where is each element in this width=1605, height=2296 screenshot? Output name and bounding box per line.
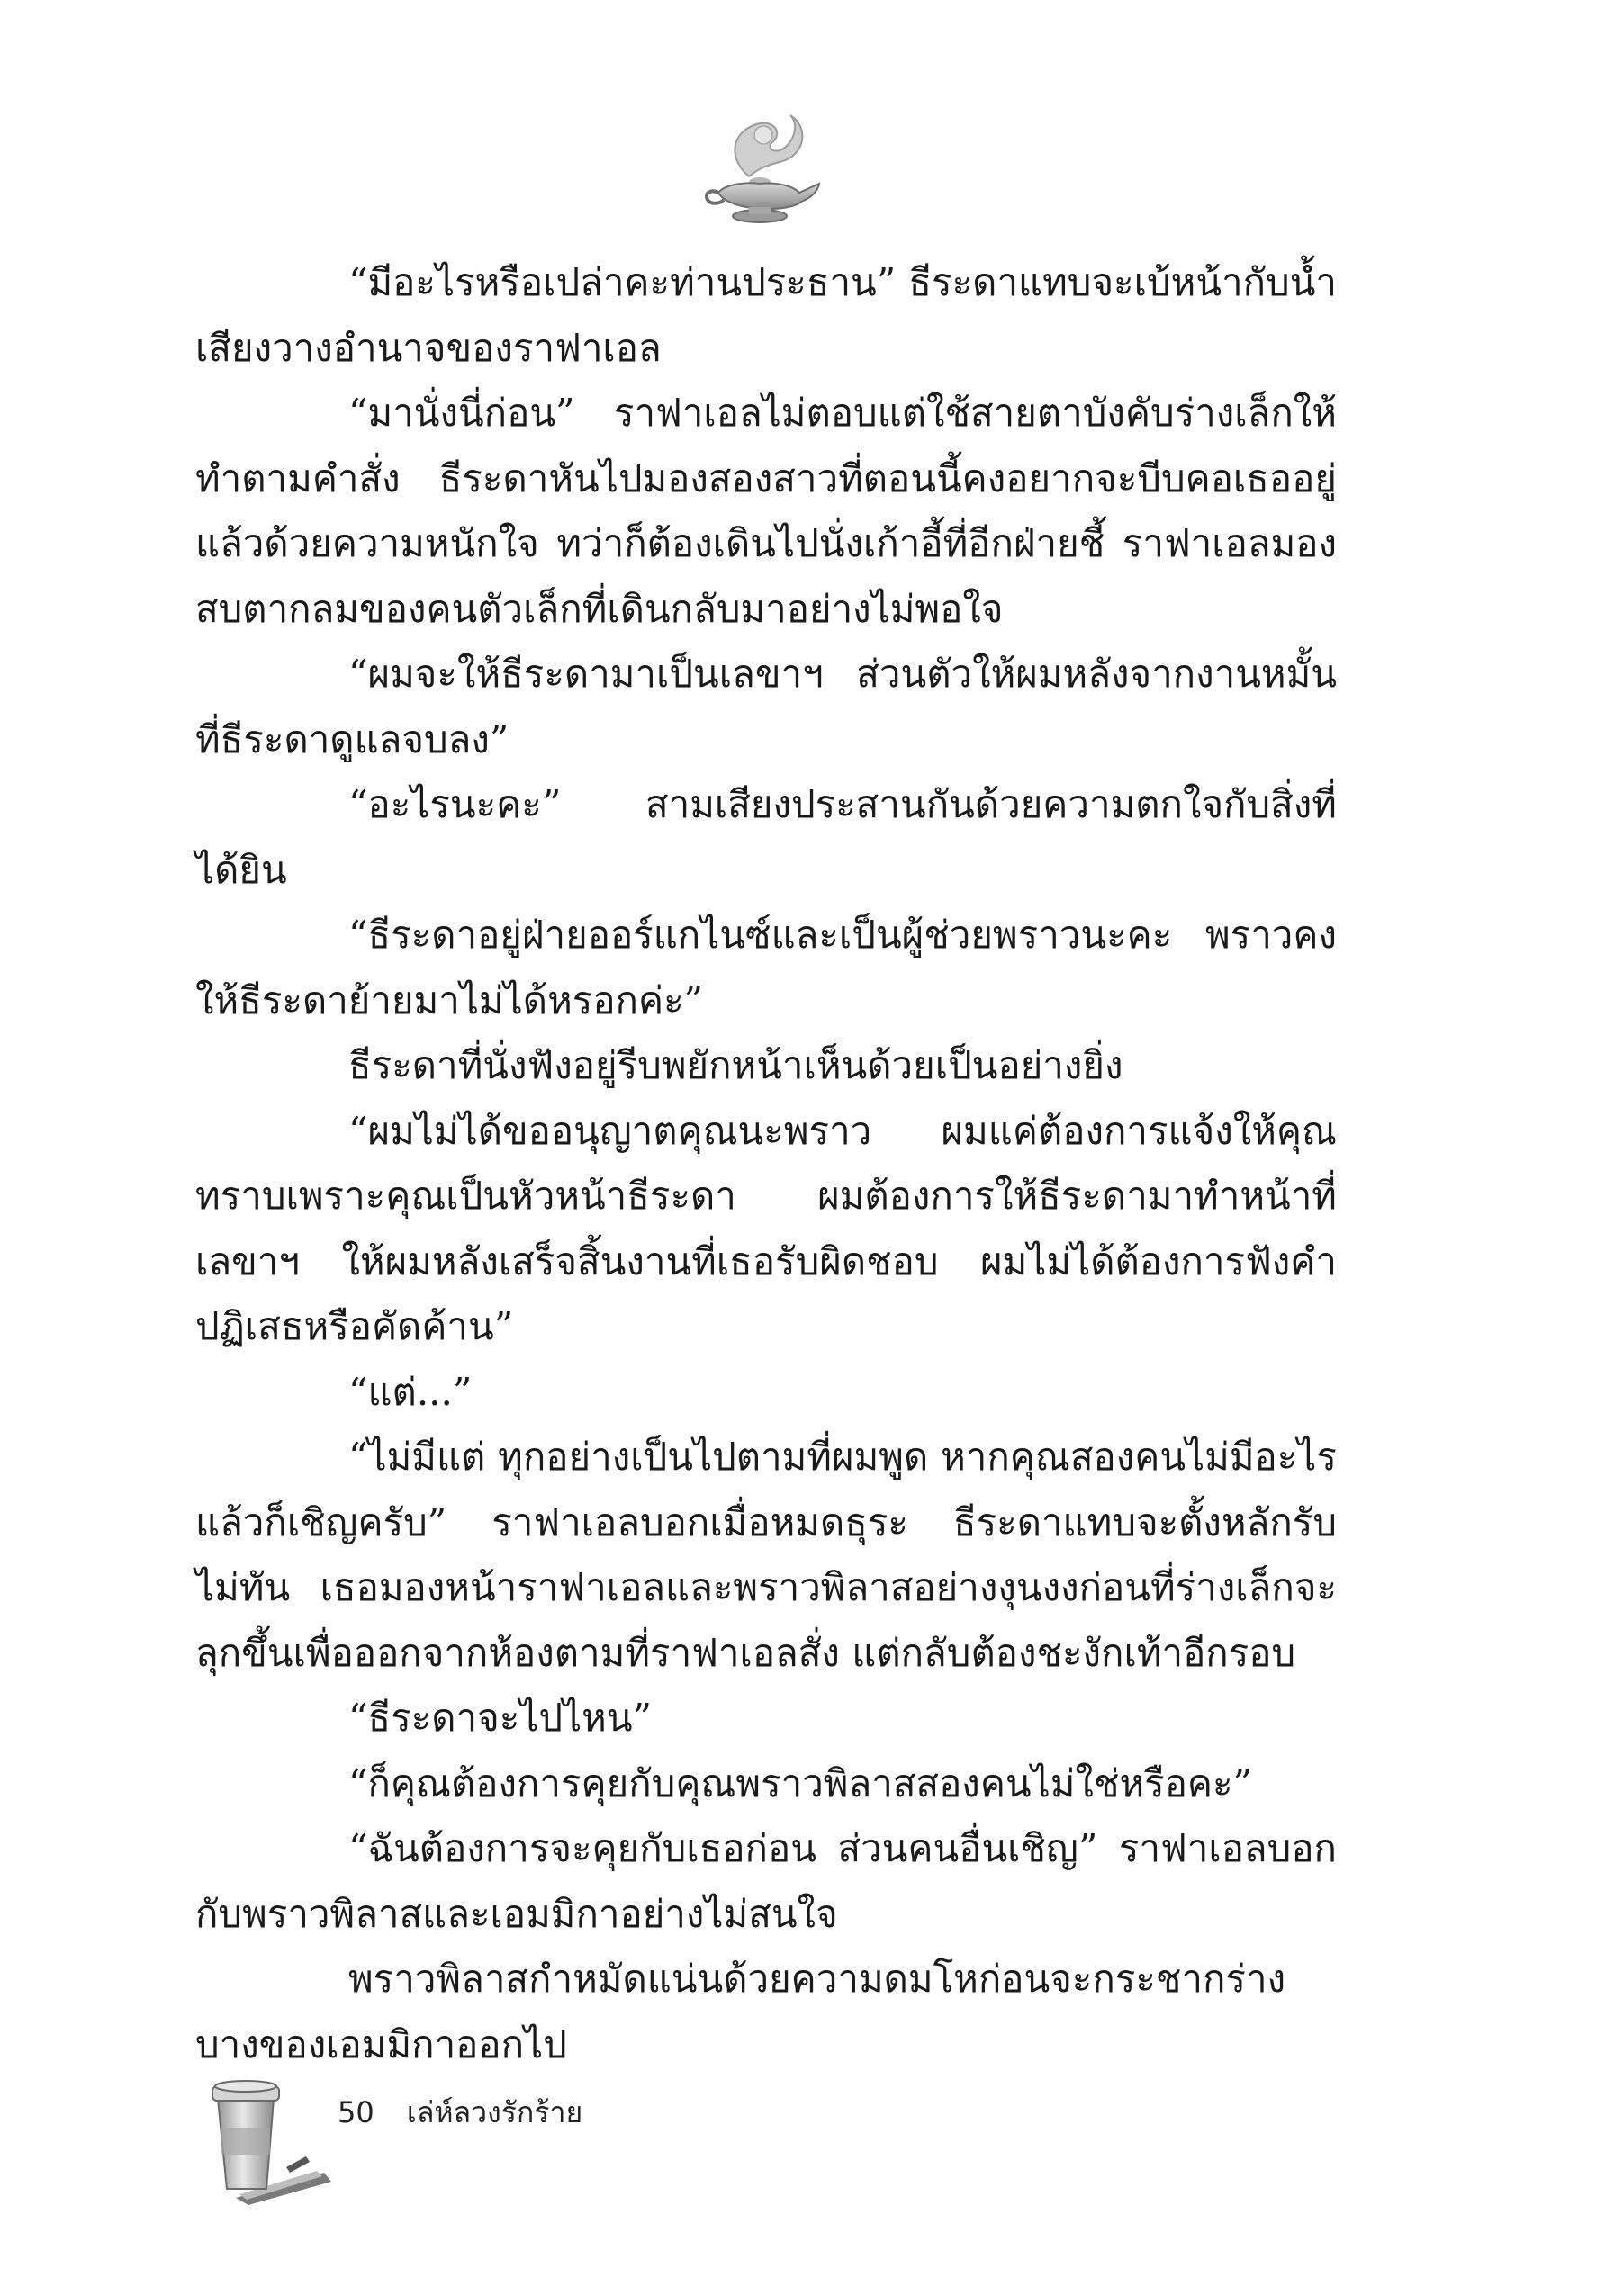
paragraph: “ธีระดาอยู่ฝ่ายออร์แกไนซ์และเป็นผู้ช่วยพราวนะคะ พราวคงให้ธีระดาย้ายมาไม่ได้หรอกค่ะ” [195,913,1337,1022]
coffee-cup-icon [200,2063,335,2207]
paragraph: “แต่...” [348,1369,473,1414]
paragraph: “ก็คุณต้องการคุยกับคุณพราวพิลาสสองคนไม่ใช่หรือคะ” [348,1760,1253,1805]
genie-lamp-icon [693,106,828,241]
page-number: 50 [338,2095,374,2129]
paragraph: “ผมจะให้ธีระดามาเป็นเลขาฯ ส่วนตัวให้ผมหลังจากงานหมั้นที่ธีระดาดูแลจบลง” [195,652,1337,761]
story-text [195,250,1337,2077]
paragraph: “ผมไม่ได้ขออนุญาตคุณนะพราว ผมแค่ต้องการแจ้งให้คุณทราบเพราะคุณเป็นหัวหน้าธีระดา ผมต้องการให้ธีระดามาทำหน้าที่เลขาฯ ให้ผมหลังเสร็จสิ้นงานที่เธอรับผิดชอบ ผมไม่ได้ต้องการฟังคำปฏิเสธหรือคัดค้าน” [195,1108,1337,1348]
paragraph: ธีระดาที่นั่งฟังอยู่รีบพยักหน้าเห็นด้วยเป็นอย่างยิ่ง [348,1043,1123,1087]
paragraph: “มีอะไรหรือเปล่าคะท่านประธาน” ธีระดาแทบจะเบ้หน้ากับน้ำเสียงวางอำนาจของราฟาเอล [195,260,1337,370]
page-footer [338,2090,582,2136]
paragraph: “ธีระดาจะไปไหน” [348,1696,653,1740]
paragraph: “ฉันต้องการจะคุยกับเธอก่อน ส่วนคนอื่นเชิญ” ราฟาเอลบอกกับพราวพิลาสและเอมมิกาอย่างไม่สนใจ [195,1826,1337,1936]
paragraph: พราวพิลาสกำหมัดแน่นด้วยความดมโหก่อนจะกระชากร่างบางของเอมมิกาออกไป [195,1957,1286,2066]
paragraph: “มานั่งนี่ก่อน” ราฟาเอลไม่ตอบแต่ใช้สายตาบังคับร่างเล็กให้ทำตามคำสั่ง ธีระดาหันไปมองสองสาวที่ตอนนี้คงอยากจะบีบคอเธออยู่แล้วด้วยความหนักใจ ทว่าก็ต้องเดินไปนั่งเก้าอี้ที่อีกฝ่ายชี้ ราฟาเอลมองสบตากลมของคนตัวเล็กที่เดินกลับมาอย่างไม่พอใจ [195,391,1337,631]
paragraph: “อะไรนะคะ” สามเสียงประสานกันด้วยความตกใจกับสิ่งที่ได้ยิน [195,782,1337,892]
book-title: เล่ห์ลวงรักร้าย [406,2095,583,2129]
paragraph: “ไม่มีแต่ ทุกอย่างเป็นไปตามที่ผมพูด หากคุณสองคนไม่มีอะไรแล้วก็เชิญครับ” ราฟาเอลบอกเมื่อหมดธุระ ธีระดาแทบจะตั้งหลักรับไม่ทัน เธอมองหน้าราฟาเอลและพราวพิลาสอย่างงุนงงก่อนที่ร่างเล็กจะลุกขึ้นเพื่อออกจากห้องตามที่ราฟาเอลสั่ง แต่กลับต้องชะงักเท้าอีกรอบ [195,1435,1337,1675]
